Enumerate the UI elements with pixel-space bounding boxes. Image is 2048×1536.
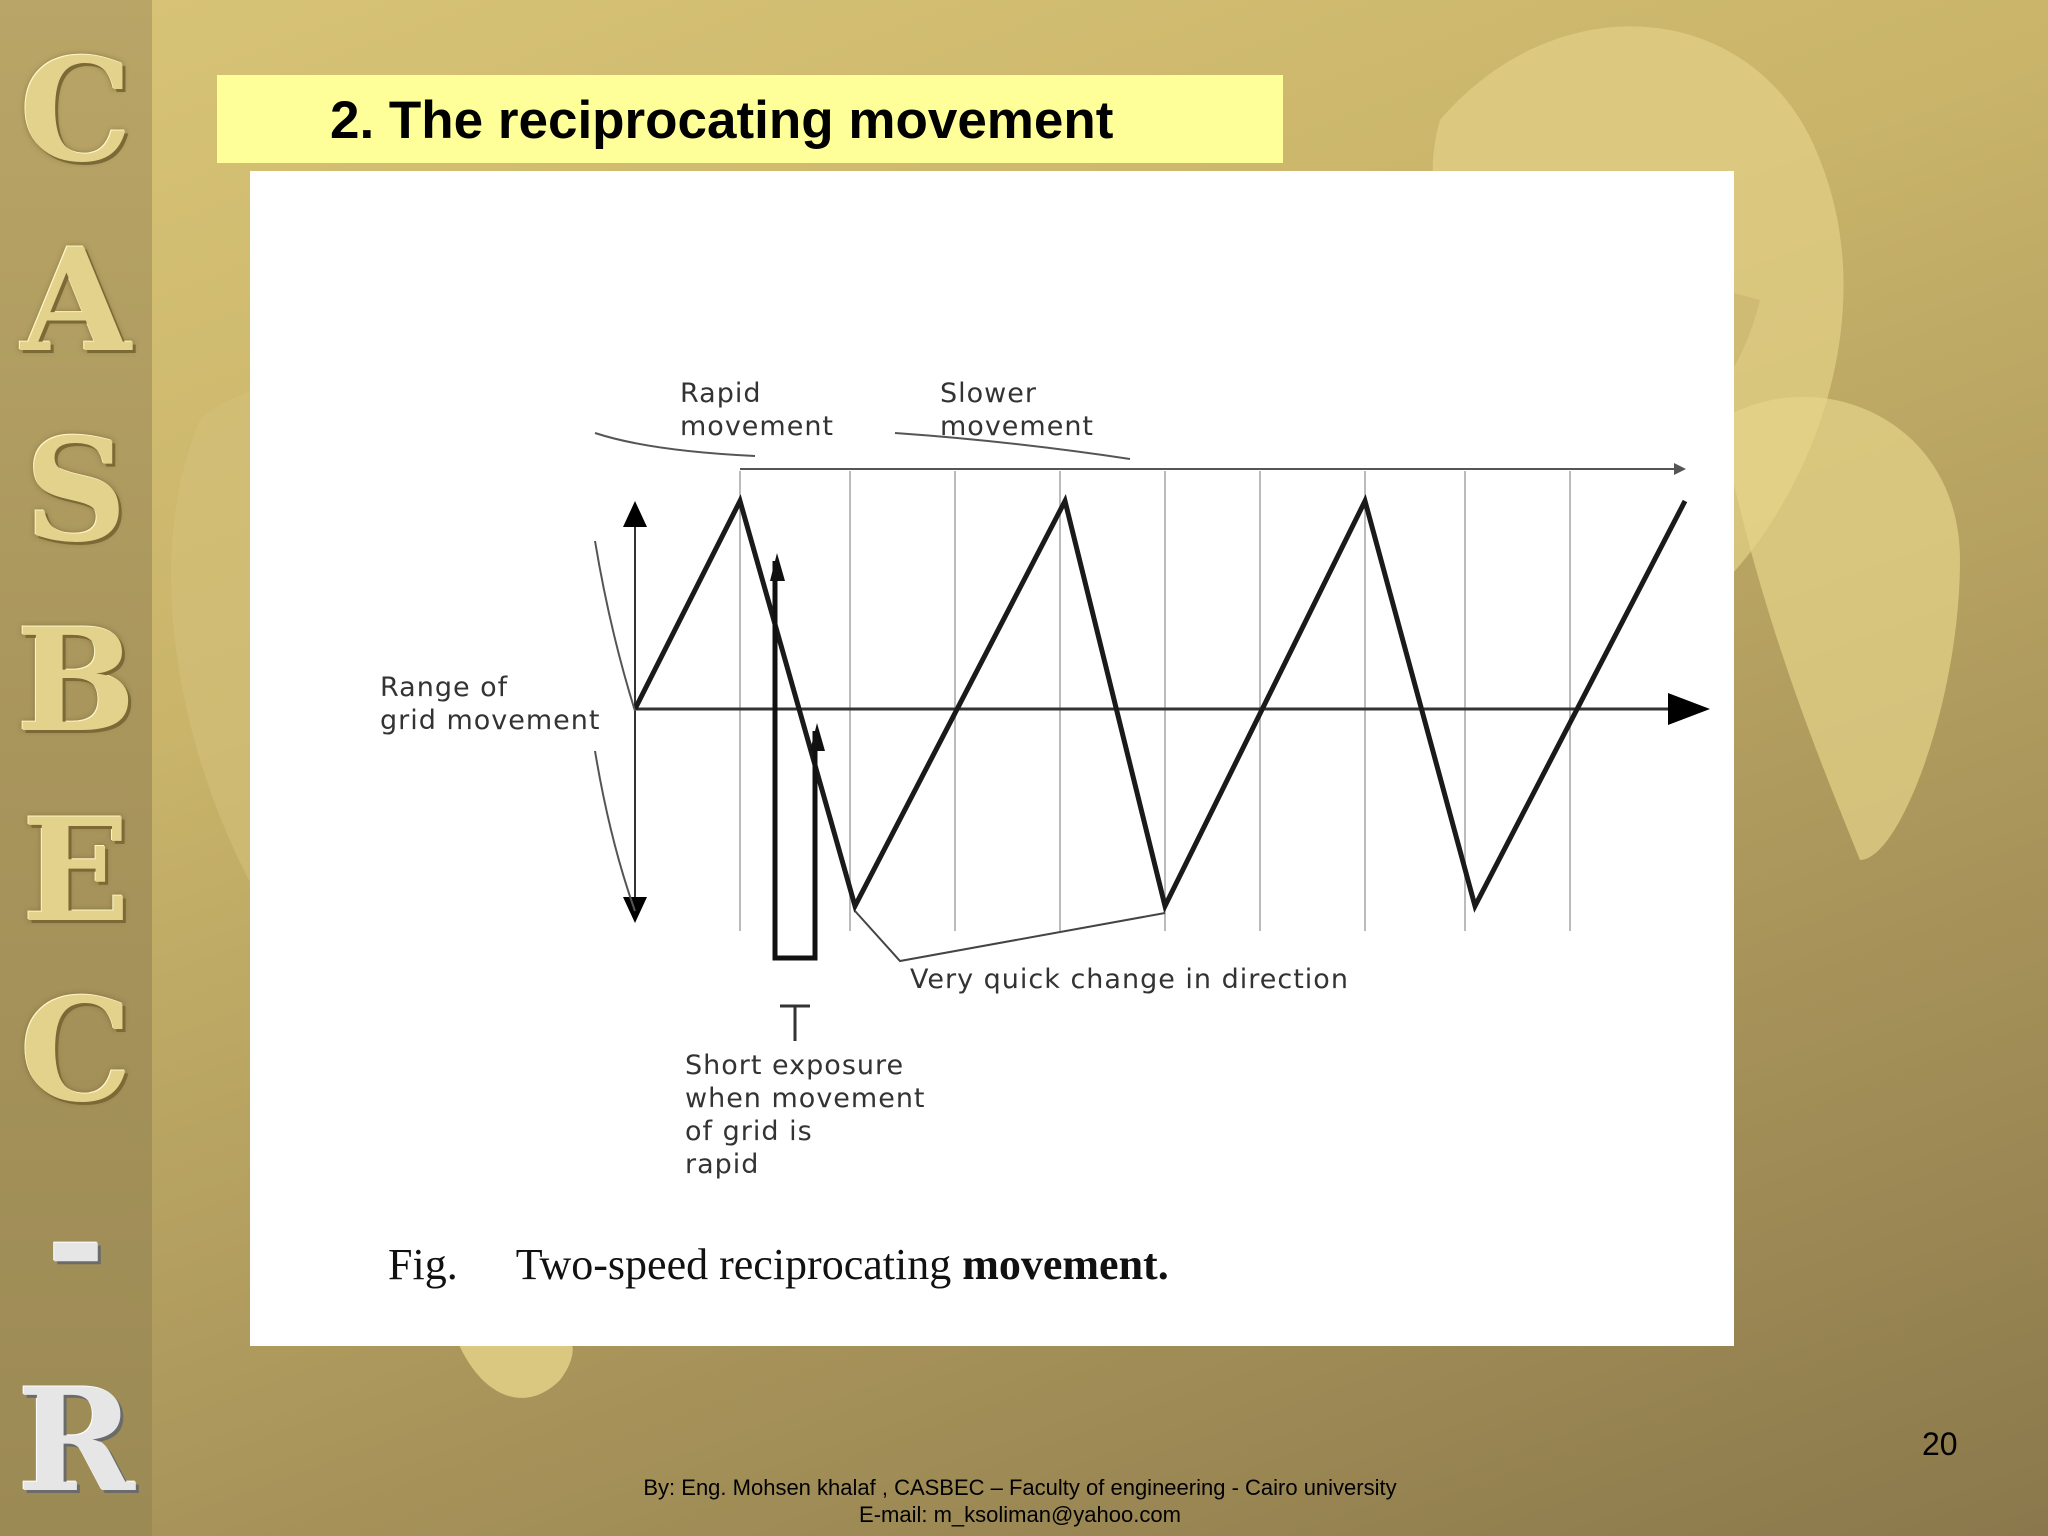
side-letter-c2: C [19, 968, 133, 1134]
figure-panel [250, 171, 1734, 1346]
page-number: 20 [1922, 1426, 1958, 1462]
footer-author: By: Eng. Mohsen khalaf , CASBEC – Faculty of engineering - Cairo university [643, 1475, 1397, 1500]
exposure-pulse [775, 561, 815, 958]
figure-caption [388, 1239, 1169, 1290]
side-letter-s: S [24, 408, 128, 574]
time-axis-arrowhead [1668, 693, 1710, 725]
footer-email: E-mail: m_ksoliman@yahoo.com [859, 1502, 1181, 1527]
slide-title: 2. The reciprocating movement [330, 91, 1114, 150]
caption-fig-label: Fig. [388, 1240, 458, 1289]
reciprocating-diagram [250, 171, 1734, 1346]
label-range-of-grid-movement: Range of grid movement [380, 672, 601, 736]
range-arrow-top [623, 501, 647, 527]
side-letter-r: R [16, 1358, 135, 1524]
side-letter-c: C [19, 28, 133, 194]
side-letter-b: B [15, 598, 137, 764]
leader-line [855, 911, 1165, 961]
caption-text: Two-speed reciprocating [515, 1240, 952, 1289]
side-letter-a: A [20, 218, 132, 384]
footer [520, 1474, 1520, 1528]
grid-movement-waveform [635, 501, 1685, 906]
label-slower-movement: Slower movement [940, 378, 1095, 442]
label-quick-change: Very quick change in direction [910, 964, 1349, 995]
side-logo-strip [0, 0, 152, 1536]
side-letter-e: E [21, 788, 131, 954]
pulse-arrow [810, 723, 825, 751]
leader-line [595, 751, 635, 911]
pulse-arrow [770, 553, 785, 581]
timeline-arrowhead [1674, 463, 1686, 475]
label-rapid-movement: Rapid movement [680, 378, 835, 442]
side-letter-dash: - [46, 1158, 106, 1324]
leader-line [595, 541, 635, 711]
caption-bold-text: movement. [962, 1240, 1169, 1289]
label-short-exposure: Short exposure when movement of grid is rapid [685, 1050, 926, 1180]
